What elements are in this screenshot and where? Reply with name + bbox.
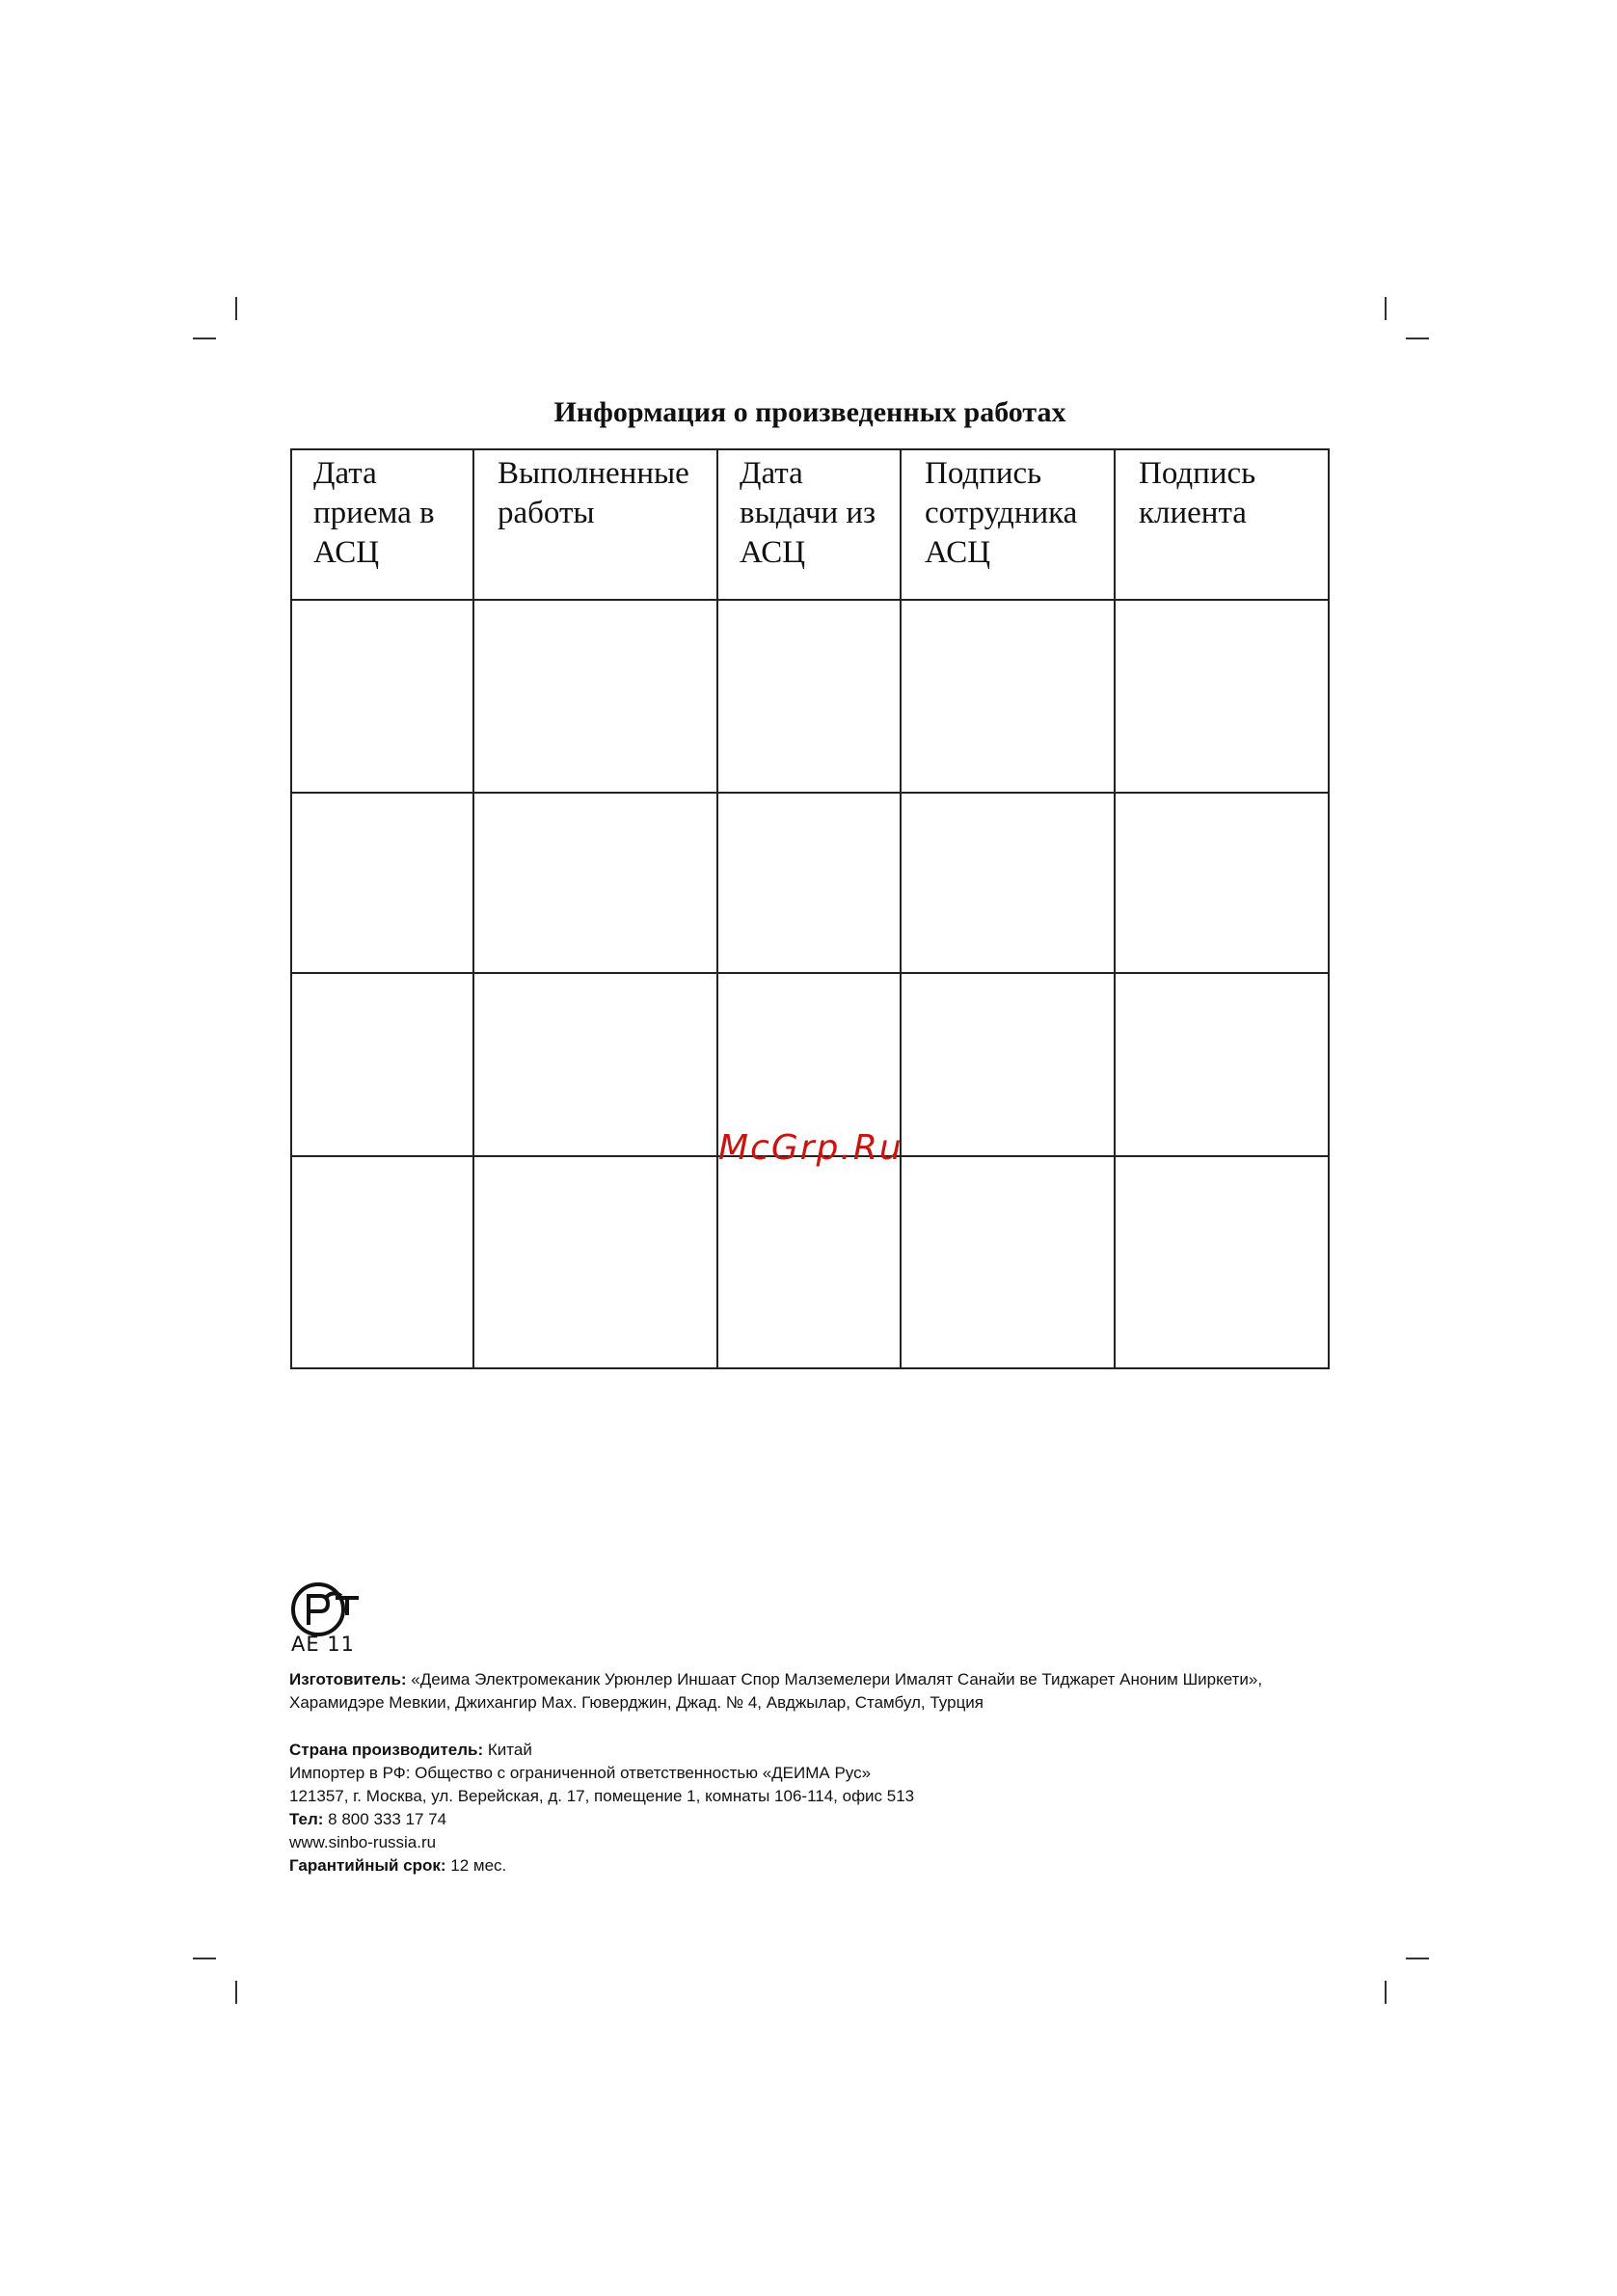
header-date-received: Дата приема в АСЦ: [291, 449, 473, 600]
work-log-table: [290, 448, 1330, 1369]
website-link[interactable]: www.sinbo-russia.ru: [289, 1833, 437, 1851]
page-title: Информация о произведенных работах: [553, 396, 1066, 428]
header-client-signature: Подпись клиента: [1115, 449, 1329, 600]
manufacturer-text: «Деима Электромеканик Урюнлер Иншаат Спор Малземелери Ималят Санайи ве Тиджарет Аноним Ширкети», Харамидэре Мевкии, Джихангир Мах. Гюверджин, Джад. № 4, Авджылар, Стамбул, Турция: [289, 1670, 1263, 1712]
table-cell[interactable]: [717, 600, 901, 793]
table-cell[interactable]: [473, 600, 717, 793]
crop-mark: [1385, 297, 1387, 320]
table-cell[interactable]: [717, 793, 901, 973]
country-value: Китай: [483, 1741, 532, 1759]
table-cell[interactable]: [473, 793, 717, 973]
table-cell[interactable]: [1115, 793, 1329, 973]
crop-mark: [235, 1981, 237, 2004]
table-cell[interactable]: [291, 793, 473, 973]
country-label: Страна производитель:: [289, 1741, 484, 1759]
manufacturer-info: [289, 1668, 1335, 1715]
crop-mark: [235, 297, 237, 320]
table-cell[interactable]: [717, 1156, 901, 1368]
warranty-value: 12 мес.: [445, 1856, 507, 1875]
table-cell[interactable]: [901, 1156, 1115, 1368]
table-cell[interactable]: [1115, 973, 1329, 1156]
table-cell[interactable]: [901, 793, 1115, 973]
table-cell[interactable]: [291, 600, 473, 793]
warranty-line: [289, 1854, 1335, 1877]
crop-mark: [193, 338, 216, 339]
table-header-row: [291, 449, 1329, 600]
table-row: [291, 793, 1329, 973]
header-date-returned: Дата выдачи из АСЦ: [717, 449, 901, 600]
certification-code: AE 11: [291, 1633, 356, 1656]
table-row: [291, 600, 1329, 793]
table-cell[interactable]: [291, 973, 473, 1156]
table-cell[interactable]: [1115, 1156, 1329, 1368]
country-line: [289, 1739, 1335, 1762]
table-cell[interactable]: [291, 1156, 473, 1368]
table-cell[interactable]: [473, 973, 717, 1156]
table-row: [291, 1156, 1329, 1368]
crop-mark: [193, 1958, 216, 1959]
phone-line: [289, 1808, 1335, 1831]
importer-line: Импортер в РФ: Общество с ограниченной ответственностью «ДЕИМА Рус»: [289, 1764, 872, 1782]
table-cell[interactable]: [901, 600, 1115, 793]
table-cell[interactable]: [1115, 600, 1329, 793]
watermark: McGrp.Ru: [718, 1128, 903, 1168]
table-cell[interactable]: [901, 973, 1115, 1156]
phone-value: 8 800 333 17 74: [323, 1810, 447, 1828]
crop-mark: [1406, 338, 1429, 339]
header-employee-signature: Подпись сотрудника АСЦ: [901, 449, 1115, 600]
table-cell[interactable]: [473, 1156, 717, 1368]
warranty-label: Гарантийный срок:: [289, 1856, 446, 1875]
header-works-performed: Выполненные работы: [473, 449, 717, 600]
phone-label: Тел:: [289, 1810, 324, 1828]
address-line: 121357, г. Москва, ул. Верейская, д. 17, помещение 1, комнаты 106-114, офис 513: [289, 1787, 915, 1805]
manufacturer-label: Изготовитель:: [289, 1670, 407, 1688]
crop-mark: [1385, 1981, 1387, 2004]
crop-mark: [1406, 1958, 1429, 1959]
